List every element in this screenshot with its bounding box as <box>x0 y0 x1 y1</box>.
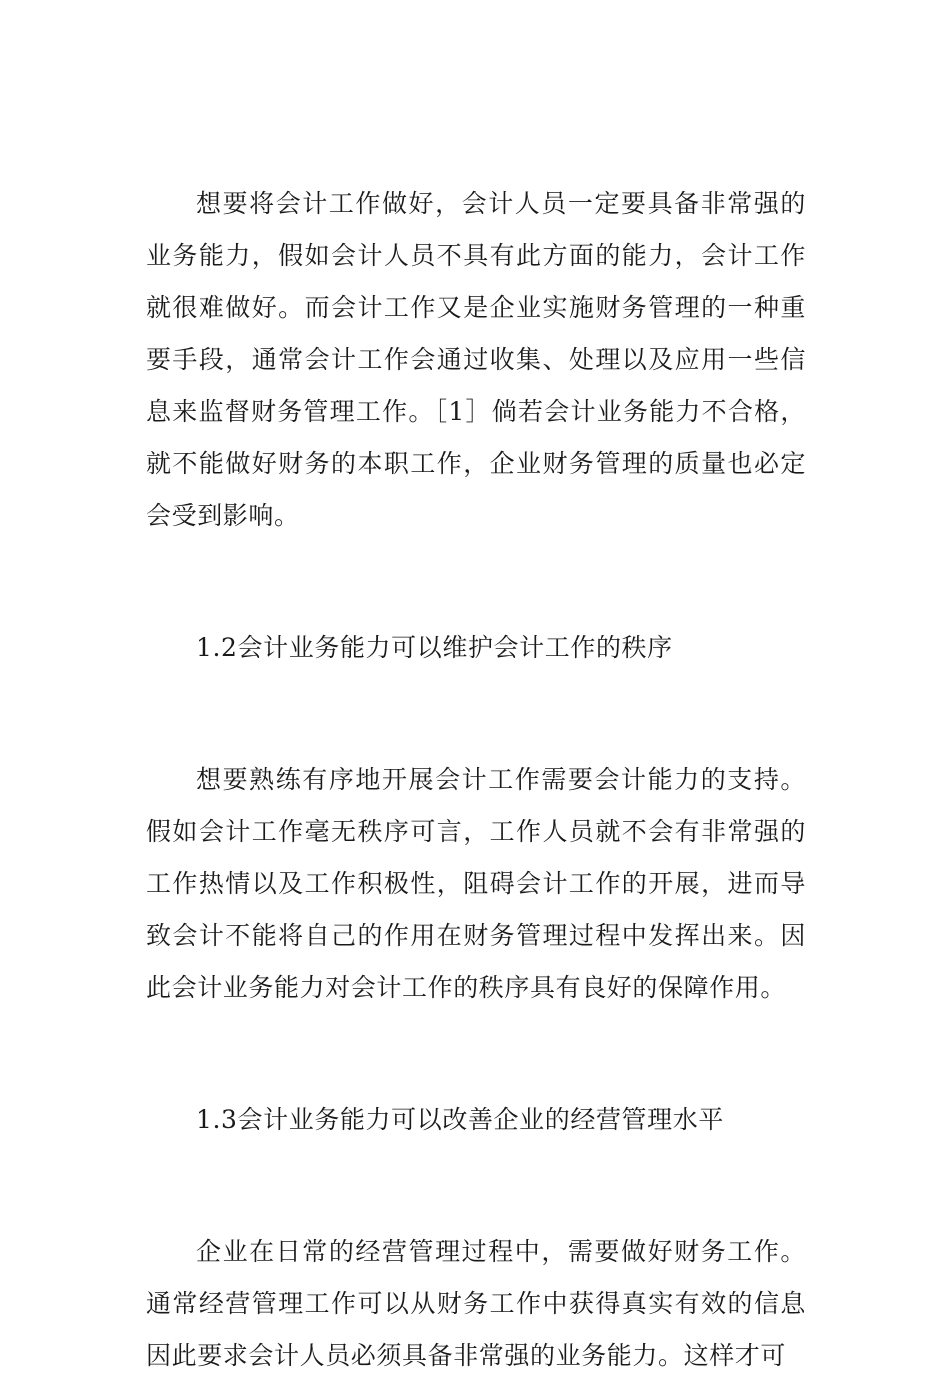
spacer <box>146 674 806 754</box>
section-heading-1-2: 1.2会计业务能力可以维护会计工作的秩序 <box>196 633 673 662</box>
paragraph-1: 想要将会计工作做好，会计人员一定要具备非常强的业务能力，假如会计人员不具有此方面的能力，会计工作就很难做好。而会计工作又是企业实施财务管理的一种重要手段，通常会计工作会通过收集、处理以及应用一些信息来监督财务管理工作。［1］倘若会计业务能力不合格，就不能做好财务的本职工作，企业财务管理的质量也必定会受到影响。 <box>146 189 806 530</box>
section-heading-1-3: 1.3会计业务能力可以改善企业的经营管理水平 <box>196 1105 724 1134</box>
paragraph-3: 企业在日常的经营管理过程中，需要做好财务工作。通常经营管理工作可以从财务工作中获得真实有效的信息因此要求会计人员必须具备非常强的业务能力。这样才可 <box>146 1237 806 1370</box>
paragraph-2: 想要熟练有序地开展会计工作需要会计能力的支持。假如会计工作毫无秩序可言，工作人员就不会有非常强的工作热情以及工作积极性，阻碍会计工作的开展，进而导致会计不能将自己的作用在财务管理过程中发挥出来。因此会计业务能力对会计工作的秩序具有良好的保障作用。 <box>146 765 806 1002</box>
document-body <box>146 178 806 1382</box>
spacer <box>146 542 806 622</box>
spacer <box>146 1146 806 1226</box>
spacer <box>146 1014 806 1094</box>
